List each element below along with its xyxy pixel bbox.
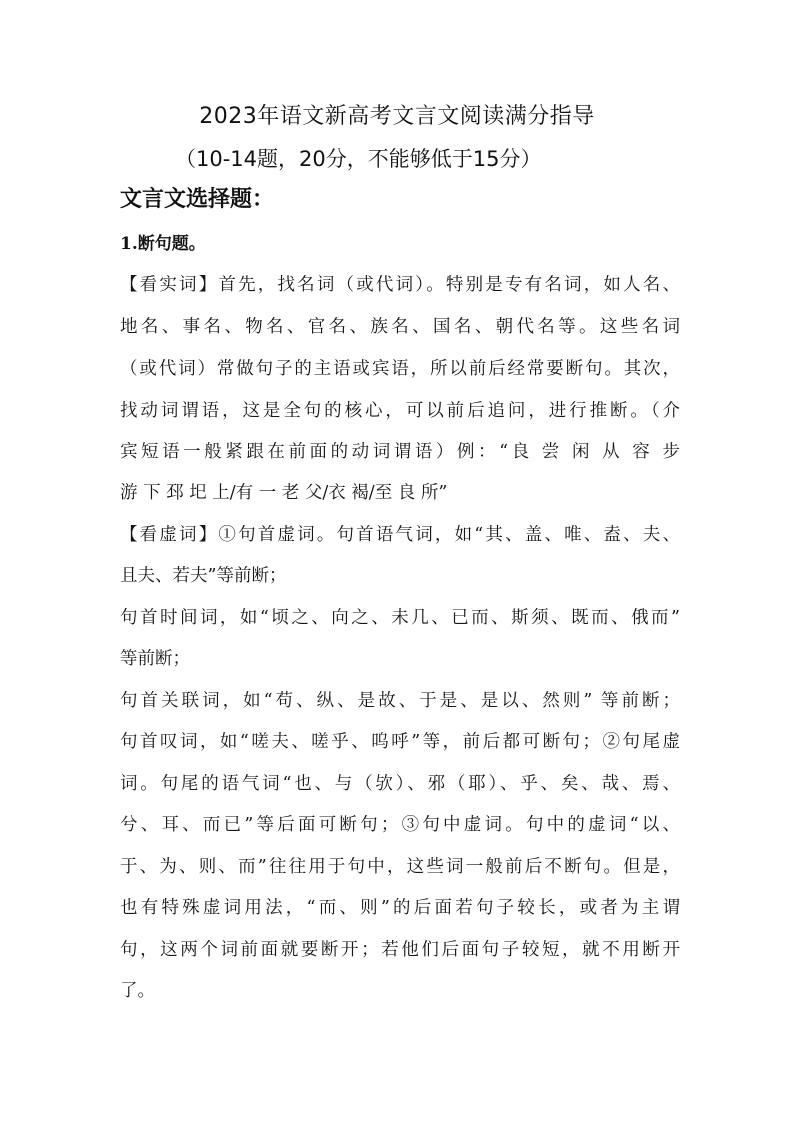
- body-line: 了。: [120, 981, 155, 1001]
- body-line: 句首关联词，如“苟、纵、是故、于是、是以、然则” 等前断；: [120, 691, 680, 711]
- body-line: 【看实词】首先，找名词（或代词）。特别是专有名词，如人名、: [120, 275, 680, 295]
- body-line: 找动词谓语，这是全句的核心，可以前后追问，进行推断。（介: [120, 401, 680, 421]
- body-line: 兮、耳、而已”等后面可断句；③句中虚词。句中的虚词“以、: [120, 815, 680, 835]
- body-line: 游 下 邳 圯 上/有 一 老 父/衣 褐/至 良 所”: [120, 483, 448, 503]
- body-line: 宾短语一般紧跟在前面的动词谓语）例：“良 尝 闲 从 容 步: [120, 442, 680, 462]
- document-subtitle: （10-14题，20分，不能够低于15分）: [175, 147, 542, 171]
- body-line: 句，这两个词前面就要断开；若他们后面句子较短，就不用断开: [120, 940, 680, 960]
- section-heading: 文言文选择题：: [120, 187, 275, 212]
- body-line: 句首叹词，如“嗟夫、嗟乎、呜呼”等，前后都可断句；②句尾虚: [120, 732, 680, 752]
- document-title: 2023年语文新高考文言文阅读满分指导: [199, 104, 595, 129]
- body-line: 词。句尾的语气词“也、与（欤）、邪（耶）、乎、矣、哉、焉、: [120, 774, 680, 794]
- body-line: 也有特殊虚词用法，“而、则”的后面若句子较长，或者为主谓: [120, 898, 680, 918]
- body-line: 【看虚词】①句首虚词。句首语气词，如“其、盖、唯、盍、夫、: [120, 525, 680, 545]
- body-line: 等前断；: [120, 649, 190, 669]
- body-line: 且夫、若夫”等前断；: [120, 566, 287, 586]
- body-line: 于、为、则、而”往往用于句中，这些词一般前后不断句。但是，: [120, 857, 680, 877]
- body-line: （或代词）常做句子的主语或宾语，所以前后经常要断句。其次，: [120, 359, 680, 379]
- body-line: 地名、事名、物名、官名、族名、国名、朝代名等。这些名词: [120, 317, 680, 337]
- sub-heading: 1.断句题。: [120, 234, 206, 254]
- body-line: 句首时间词，如“顷之、向之、未几、已而、斯须、既而、俄而”: [120, 608, 680, 628]
